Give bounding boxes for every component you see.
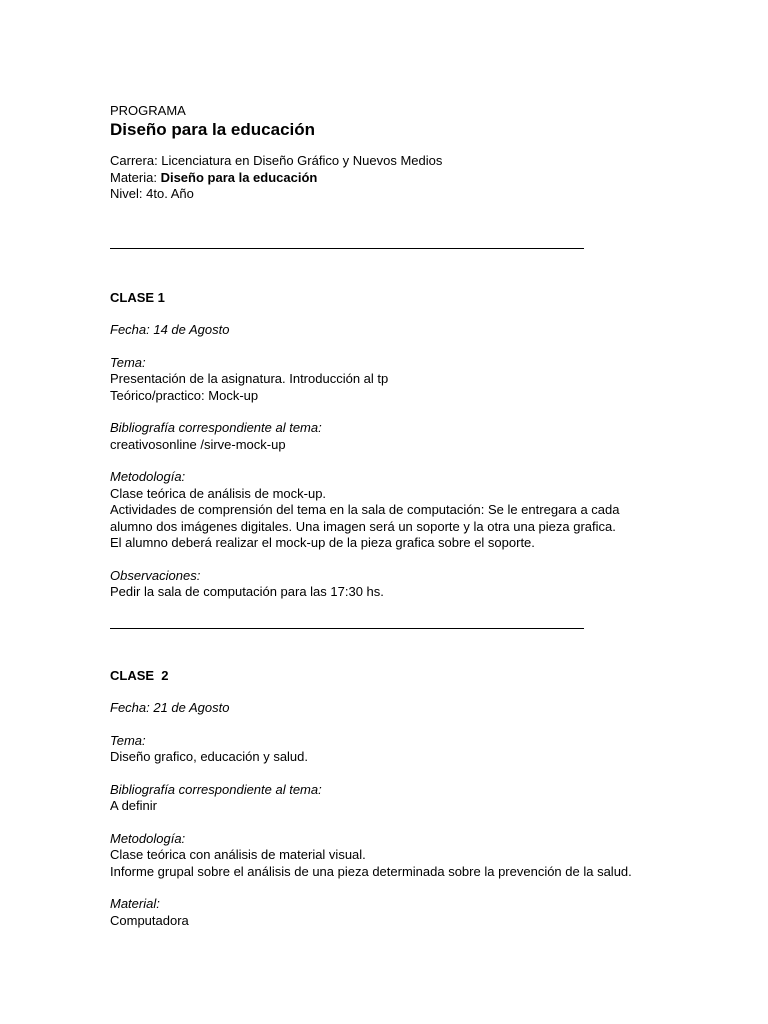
clase-1-bibliografia xyxy=(110,420,730,453)
tema-line: Teórico/practico: Mock-up xyxy=(110,387,259,403)
material-label: Material: xyxy=(110,896,160,911)
bibliografia-label: Bibliografía correspondiente al tema: xyxy=(110,420,322,435)
clase-1-heading: CLASE 1 xyxy=(110,289,165,305)
observaciones-label: Observaciones: xyxy=(110,567,201,583)
materia-key: Materia: xyxy=(110,169,157,185)
clase-2-material xyxy=(110,896,730,929)
tema-line: Presentación de la asignatura. Introducción al tp xyxy=(110,371,389,386)
clase-1-section xyxy=(110,290,730,601)
clase-1-fecha: Fecha: 14 de Agosto xyxy=(110,322,230,337)
metodologia-line: El alumno deberá realizar el mock-up de la pieza grafica sobre el soporte. xyxy=(110,535,535,550)
bibliografia-line: A definir xyxy=(110,798,157,813)
materia-value: Diseño para la educación xyxy=(156,169,318,185)
bibliografia-label: Bibliografía correspondiente al tema: xyxy=(110,781,322,797)
metodologia-line: Informe grupal sobre el análisis de una pieza determinada sobre la prevención de la salud. xyxy=(110,863,632,879)
material-line: Computadora xyxy=(110,912,189,928)
document-page xyxy=(110,103,730,929)
metodologia-label: Metodología: xyxy=(110,469,186,484)
nivel-line: Nivel: 4to. Año xyxy=(110,186,194,201)
metodologia-label: Metodología: xyxy=(110,830,186,846)
program-title: Diseño para la educación xyxy=(110,120,316,139)
observaciones-line: Pedir la sala de computación para las 17:30 hs. xyxy=(110,584,384,599)
materia-line xyxy=(110,170,730,187)
clase-2-fecha: Fecha: 21 de Agosto xyxy=(110,700,230,715)
carrera-line xyxy=(110,153,730,170)
clase-2-tema xyxy=(110,733,730,766)
bibliografia-line: creativosonline /sirve-mock-up xyxy=(110,436,286,452)
clase-2-bibliografia xyxy=(110,782,730,815)
metodologia-line: alumno dos imágenes digitales. Una imagen será un soporte y la otra una pieza grafica. xyxy=(110,518,616,534)
clase-1-observaciones xyxy=(110,568,730,601)
clase-1-metodologia xyxy=(110,469,730,552)
tema-label: Tema: xyxy=(110,354,146,370)
metodologia-line: Actividades de comprensión del tema en la sala de computación: Se le entregara a cada xyxy=(110,502,620,517)
metodologia-line: Clase teórica de análisis de mock-up. xyxy=(110,485,327,501)
carrera-value: Licenciatura en Diseño Gráfico y Nuevos Medios xyxy=(157,153,443,168)
course-meta xyxy=(110,153,730,203)
section-divider xyxy=(110,628,584,629)
tema-line: Diseño grafico, educación y salud. xyxy=(110,749,309,764)
carrera-key: Carrera: xyxy=(110,153,158,168)
clase-2-metodologia xyxy=(110,831,730,881)
tema-label: Tema: xyxy=(110,732,146,748)
section-divider xyxy=(110,248,584,249)
clase-2-section xyxy=(110,668,730,930)
clase-1-tema xyxy=(110,355,730,405)
clase-2-heading: CLASE 2 xyxy=(110,667,169,683)
metodologia-line: Clase teórica con análisis de material visual. xyxy=(110,847,366,862)
program-label: PROGRAMA xyxy=(110,103,186,118)
